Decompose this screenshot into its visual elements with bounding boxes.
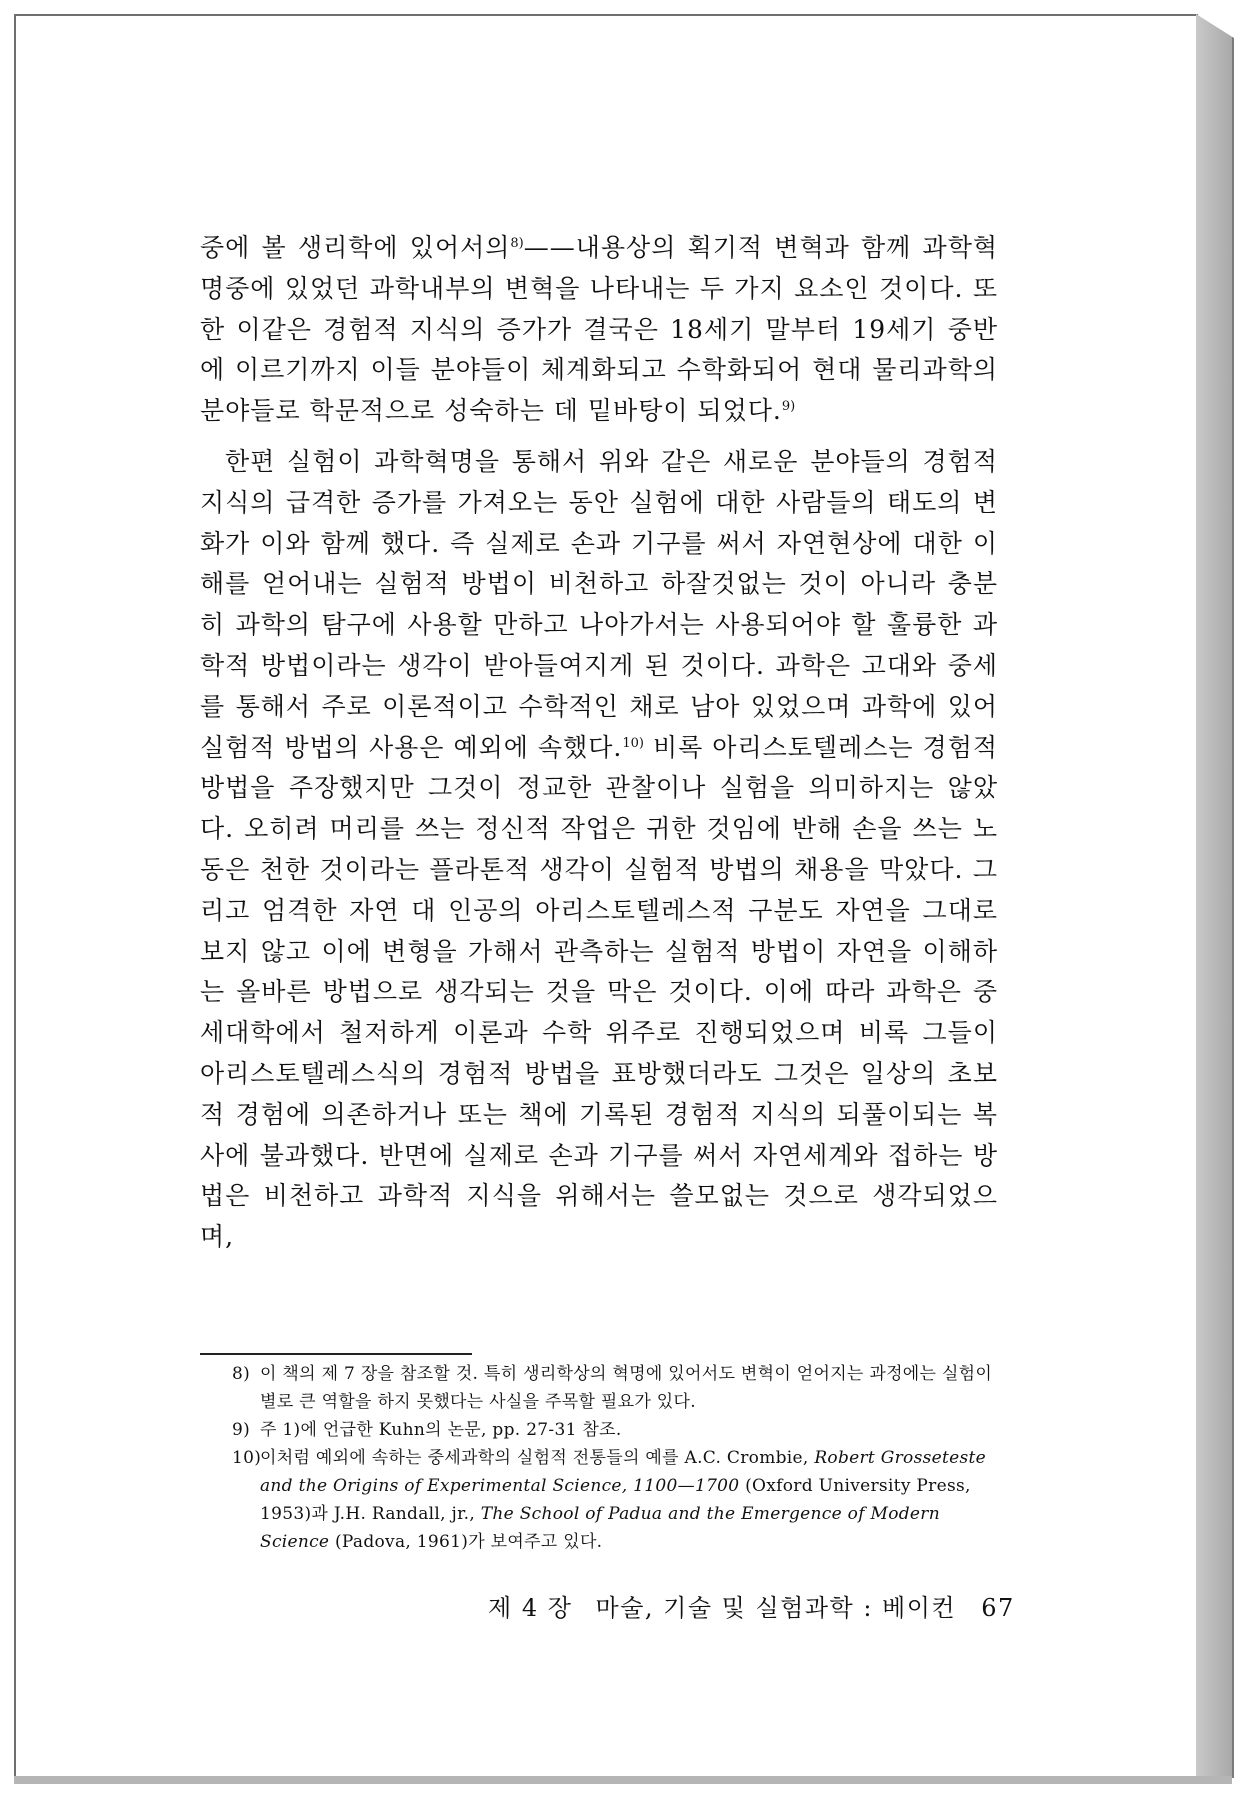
page-edge-bottom xyxy=(14,1776,1232,1784)
running-footer xyxy=(488,1588,1015,1623)
footnotes xyxy=(200,1360,1000,1556)
footnote-ref-8: 8) xyxy=(510,236,524,251)
book-title-padua: The School of Padua and the Emergence of Modern Science xyxy=(260,1504,940,1552)
page-number: 67 xyxy=(981,1594,1015,1622)
book-title-grosseteste: Robert Grosseteste and the Origins of Experimental Science, 1100—1700 xyxy=(260,1448,987,1496)
paragraph-2: 한편 실험이 과학혁명을 통해서 위와 같은 새로운 분야들의 경험적 지식의 급격한 증가를 가져오는 동안 실험에 대한 사람들의 태도의 변화가 이와 함께 했다. 즉 실제로 손과 기구를 써서 자연현상에 대한 이해를 얻어내는 실험적 방법이 비천하고 하잘것없는 것이 아니라 충분히 과학의 탐구에 사용할 만하고 나아가서는 사용되어야 할 훌륭한 과학적 방법이라는 생각이 받아들여지게 된 것이다. 과학은 고대와 중세를 통해서 주로 이론적이고 수학적인 채로 남아 있었으며 과학에 있어 실험적 방법의 사용은 예외에 속했다.$^{10)}$ 비록 아리스토텔레스는 경험적 방법을 주장했지만 그것이 정교한 관찰이나 실험을 의미하지는 않았다. 오히려 머리를 쓰는 정신적 작업은 귀한 것임에 반해 손을 쓰는 노동은 천한 것이라는 플라톤적 생각이 실험적 방법의 채용을 막았다. 그리고 엄격한 자연 대 인공의 아리스토텔레스적 구분도 자연을 그대로 보지 않고 이에 변형을 가해서 관측하는 실험적 방법이 자연을 이해하는 올바른 방법으로 생각되는 것을 막은 것이다. 이에 따라 과학은 중세대학에서 철저하게 이론과 수학 위주로 진행되었으며 비록 그들이 아리스토텔레스식의 경험적 방법을 표방했더라도 그것은 일상의 초보적 경험에 의존하거나 또는 책에 기록된 경험적 지식의 되풀이되는 복사에 불과했다. 반면에 실제로 손과 기구를 써서 자연세계와 접하는 방법은 비천하고 과학적 지식을 위해서는 쓸모없는 것으로 생각되었으며, xyxy=(200,446,998,1252)
chapter-title: 마술, 기술 및 실험과학 : 베이컨 xyxy=(595,1594,957,1622)
footnote-ref-9: 9) xyxy=(781,399,796,415)
main-text xyxy=(200,228,998,1258)
footnote-divider xyxy=(200,1353,472,1355)
footnote-ref-10: 10) xyxy=(622,735,644,751)
paragraph-1: 중에 볼 생리학에 있어서의$^{8)}$——내용상의 획기적 변혁과 함께 과학혁명중에 있었던 과학내부의 변혁을 나타내는 두 가지 요소인 것이다. 또한 이같은 경험적 지식의 증가가 결국은 18세기 말부터 19세기 중반에 이르기까지 이들 분야들이 체계화되고 수학화되어 현대 물리과학의 분야들로 학문적으로 성숙하는 데 밑바탕이 되었다.$^{9)}$ xyxy=(200,233,998,426)
footnote-10: 10) 이처럼 예외에 속하는 중세과학의 실험적 전통들의 예를 A.C. Crombie, Robert Grosseteste and the Origins of Experimental Science, 1100—1700 (Oxford University Press, 1953)과 J.H. Randall, jr., The School of Padua and the Emergence of Modern Science (Padova, 1961)가 보여주고 있다. xyxy=(232,1448,987,1552)
chapter-label: 제 4 장 xyxy=(488,1594,573,1622)
footnote-8: 8) 이 책의 제 7 장을 참조할 것. 특히 생리학상의 혁명에 있어서도 변혁이 얻어지는 과정에는 실험이 별로 큰 역할을 하지 못했다는 사실을 주목할 필요가 있다. xyxy=(232,1364,993,1412)
page-edge xyxy=(1196,14,1234,1778)
footnote-9: 9) 주 1)에 언급한 Kuhn의 논문, pp. 27-31 참조. xyxy=(232,1420,622,1440)
